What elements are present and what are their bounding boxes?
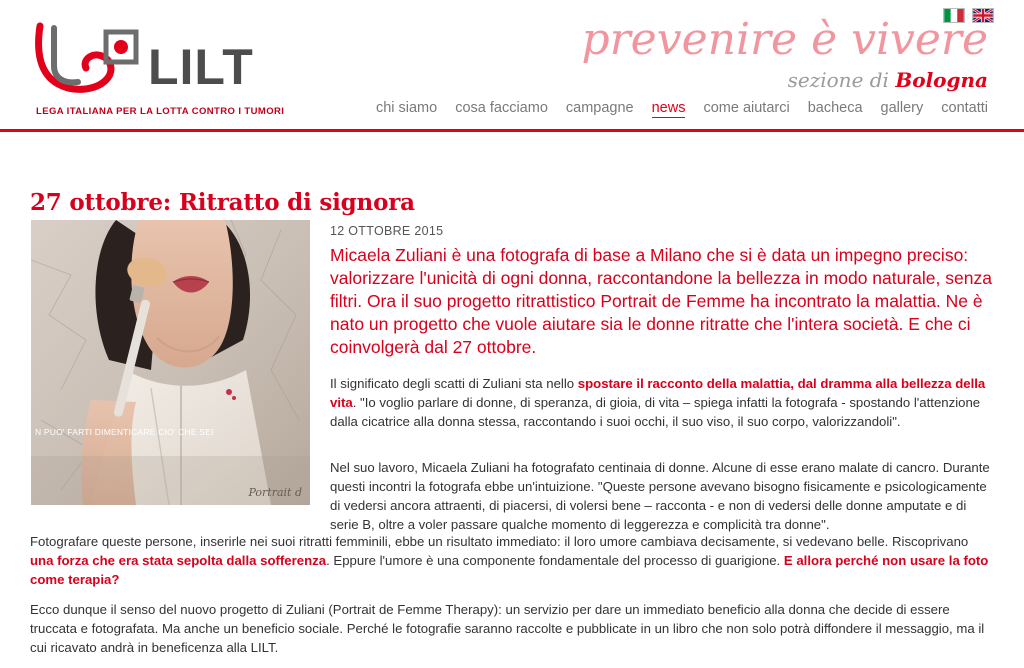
site-slogan xyxy=(581,14,988,92)
paragraph-3-segment-1: Fotografare queste persone, inserirle nei suoi ritratti femminili, ebbe un risultato immediato: il loro umore cambiava decisamente, si vedevano belle. Riscoprivano xyxy=(30,534,969,549)
article-content xyxy=(0,132,1024,665)
slogan-section-prefix: sezione di xyxy=(787,68,896,92)
paragraph-3-highlight-1: una forza che era stata sepolta dalla sofferenza xyxy=(30,553,327,569)
nav-item-cosa-facciamo[interactable]: cosa facciamo xyxy=(455,100,548,116)
paragraph-2-segment-1: Nel suo lavoro, Micaela Zuliani ha fotografato centinaia di donne. Alcune di esse erano malate di cancro. Durante questi incontri la fotografa ebbe un'intuizione. "Queste persone avevano bisogno fisicamente e psicologicamente di vedersi ancora attraenti, di piacersi, di volersi bene – racconta - e non di vedersi delle donne amputate e di serie B, oltre a voler passare qualche momento di leggerezza e complicità tra donne". xyxy=(330,460,990,533)
site-header xyxy=(0,0,1024,132)
article-lead: Micaela Zuliani è una fotografa di base a Milano che si è data un impegno preciso: valorizzare l'unicità di ogni donna, raccontandone la bellezza in modo naturale, senza filtri. Ora il suo progetto ritrattistico Portrait de Femme ha incontrato la malattia. Ne è nato un progetto che vuole aiutare sia le donne ritratte che l'intera società. E che ci coinvolgerà dal 27 ottobre. xyxy=(330,245,992,358)
logo-wordmark: LILT xyxy=(148,39,254,95)
nav-item-come-aiutarci[interactable]: come aiutarci xyxy=(703,100,790,116)
nav-item-gallery[interactable]: gallery xyxy=(880,100,924,116)
paragraph-3-highlight-2: E allora perché non usare la foto come terapia? xyxy=(30,553,989,588)
paragraph-1-segment-1: Il significato degli scatti di Zuliani sta nello xyxy=(330,376,578,391)
nav-item-bacheca[interactable]: bacheca xyxy=(807,100,863,116)
article-paragraph-1 xyxy=(330,374,994,431)
logo-subtitle: LEGA ITALIANA PER LA LOTTA CONTRO I TUMORI xyxy=(36,106,285,117)
photo-illustration xyxy=(31,220,310,505)
nav-item-chi-siamo[interactable]: chi siamo xyxy=(375,100,438,116)
paragraph-3-segment-3: . Eppure l'umore è una componente fondamentale del processo di guarigione. xyxy=(326,553,784,569)
nav-item-contatti[interactable]: contatti xyxy=(941,100,988,116)
slogan-section-city: Bologna xyxy=(895,68,988,92)
article-paragraph-3 xyxy=(30,532,994,589)
paragraph-4-segment-1: Ecco dunque il senso del nuovo progetto di Zuliani (Portrait de Femme Therapy): un servizio per dare un immediato beneficio alla donna che decide di essere truccata e fotografata. Ma anche un beneficio sociale. Perché le fotografie saranno raccolte e pubblicate in un libro che non solo potrà diffondere il messaggio, ma il cui ricavato andrà in beneficenza alla LILT. xyxy=(30,602,985,656)
slogan-main: prevenire è vivere xyxy=(581,14,988,65)
article-paragraph-2 xyxy=(330,458,994,535)
slogan-section xyxy=(581,68,988,92)
article-date: 12 OTTOBRE 2015 xyxy=(330,224,444,238)
photo-caption-left: N PUO' FARTI DIMENTICARE CIO' CHE SEI xyxy=(35,427,214,437)
main-navigation[interactable] xyxy=(376,100,988,118)
page-title: 27 ottobre: Ritratto di signora xyxy=(30,189,415,217)
paragraph-1-highlight: spostare il racconto della malattia, dal dramma alla bellezza della vita xyxy=(330,376,986,411)
article-photo xyxy=(31,220,310,505)
nav-item-campagne[interactable]: campagne xyxy=(565,100,634,116)
paragraph-1-segment-3: . "Io voglio parlare di donne, di speranza, di gioia, di vita – spiega infatti la fotografa - spostando l'attenzione dalla cicatrice alla donna stessa, raccontando i suoi occhi, il suo viso, il suo corpo, valorizzandoli". xyxy=(330,395,981,430)
lilt-swirl-icon xyxy=(34,22,139,94)
site-logo[interactable] xyxy=(28,14,303,124)
photo-caption-right: Portrait d xyxy=(248,486,302,499)
nav-item-news[interactable]: news xyxy=(651,100,686,116)
article-paragraph-4 xyxy=(30,600,994,657)
